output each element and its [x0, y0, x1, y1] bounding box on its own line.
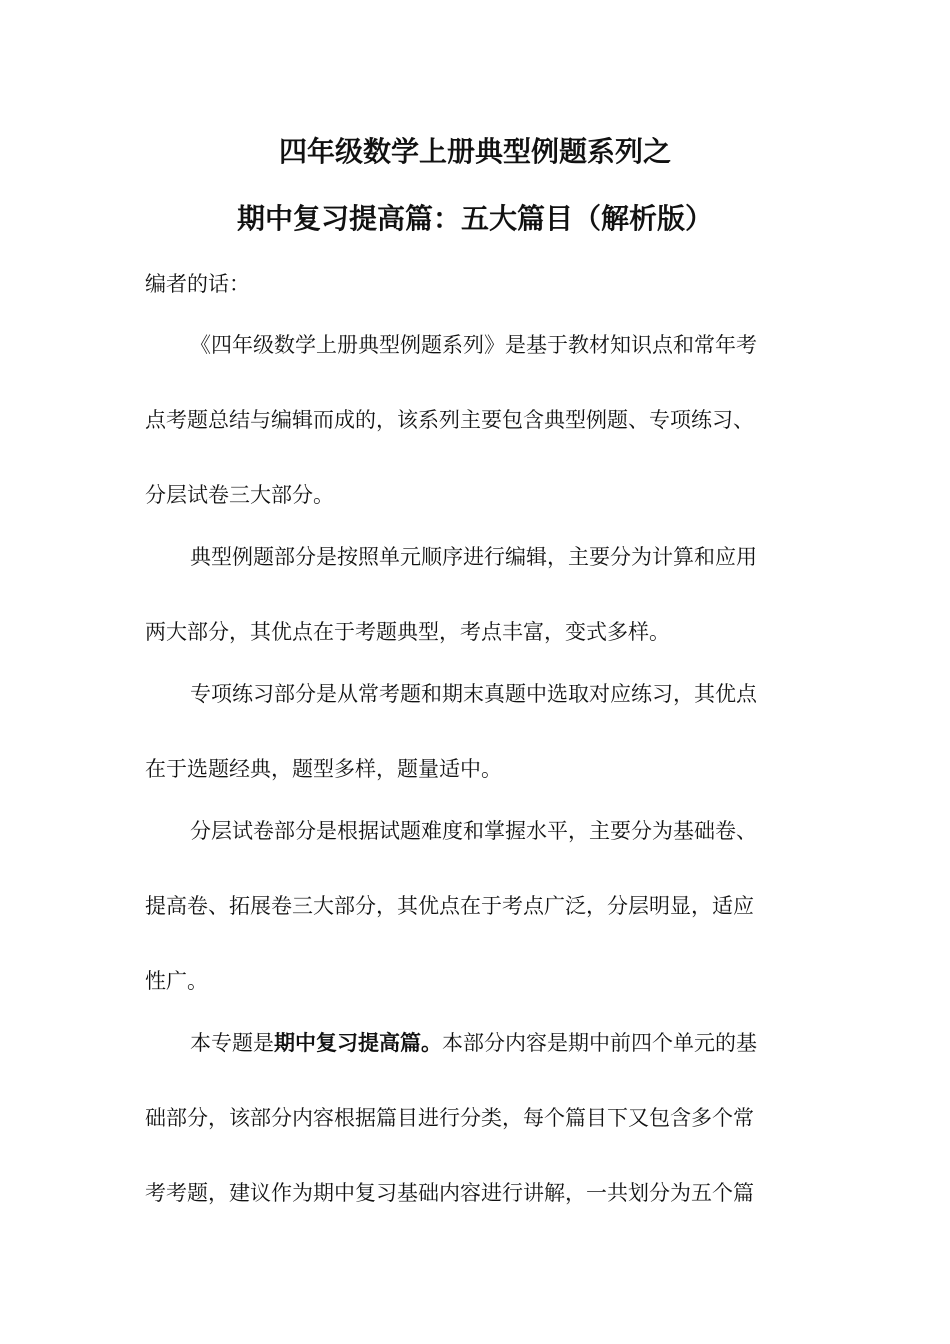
paragraph-4-line-2: 提高卷、拓展卷三大部分，其优点在于考点广泛，分层明显，适应	[145, 894, 754, 918]
paragraph-1-line-1: 《四年级数学上册典型例题系列》是基于教材知识点和常年考	[190, 333, 757, 357]
document-title-line-1: 四年级数学上册典型例题系列之	[278, 135, 671, 168]
document-title-line-2: 期中复习提高篇：五大篇目（解析版）	[236, 202, 713, 235]
paragraph-3-line-1: 专项练习部分是从常考题和期末真题中选取对应练习，其优点	[190, 682, 757, 706]
paragraph-4-line-3: 性广。	[145, 969, 208, 993]
paragraph-5-line-2: 础部分，该部分内容根据篇目进行分类，每个篇目下又包含多个常	[145, 1106, 754, 1130]
paragraph-5-topic-emphasis: 期中复习提高篇。	[274, 1031, 442, 1055]
paragraph-1-line-3: 分层试卷三大部分。	[145, 483, 334, 507]
paragraph-5-line-1	[190, 1029, 757, 1057]
paragraph-5-intro: 本专题是	[190, 1031, 274, 1055]
paragraph-5-line-3: 考考题，建议作为期中复习基础内容进行讲解，一共划分为五个篇	[145, 1181, 754, 1205]
paragraph-5-rest: 本部分内容是期中前四个单元的基	[442, 1031, 757, 1055]
preface-heading: 编者的话：	[145, 272, 250, 296]
paragraph-1-line-2: 点考题总结与编辑而成的，该系列主要包含典型例题、专项练习、	[145, 408, 754, 432]
paragraph-2-line-2: 两大部分，其优点在于考题典型，考点丰富，变式多样。	[145, 620, 670, 644]
paragraph-2-line-1: 典型例题部分是按照单元顺序进行编辑，主要分为计算和应用	[190, 545, 757, 569]
paragraph-3-line-2: 在于选题经典，题型多样，题量适中。	[145, 757, 502, 781]
paragraph-4-line-1: 分层试卷部分是根据试题难度和掌握水平，主要分为基础卷、	[190, 819, 757, 843]
